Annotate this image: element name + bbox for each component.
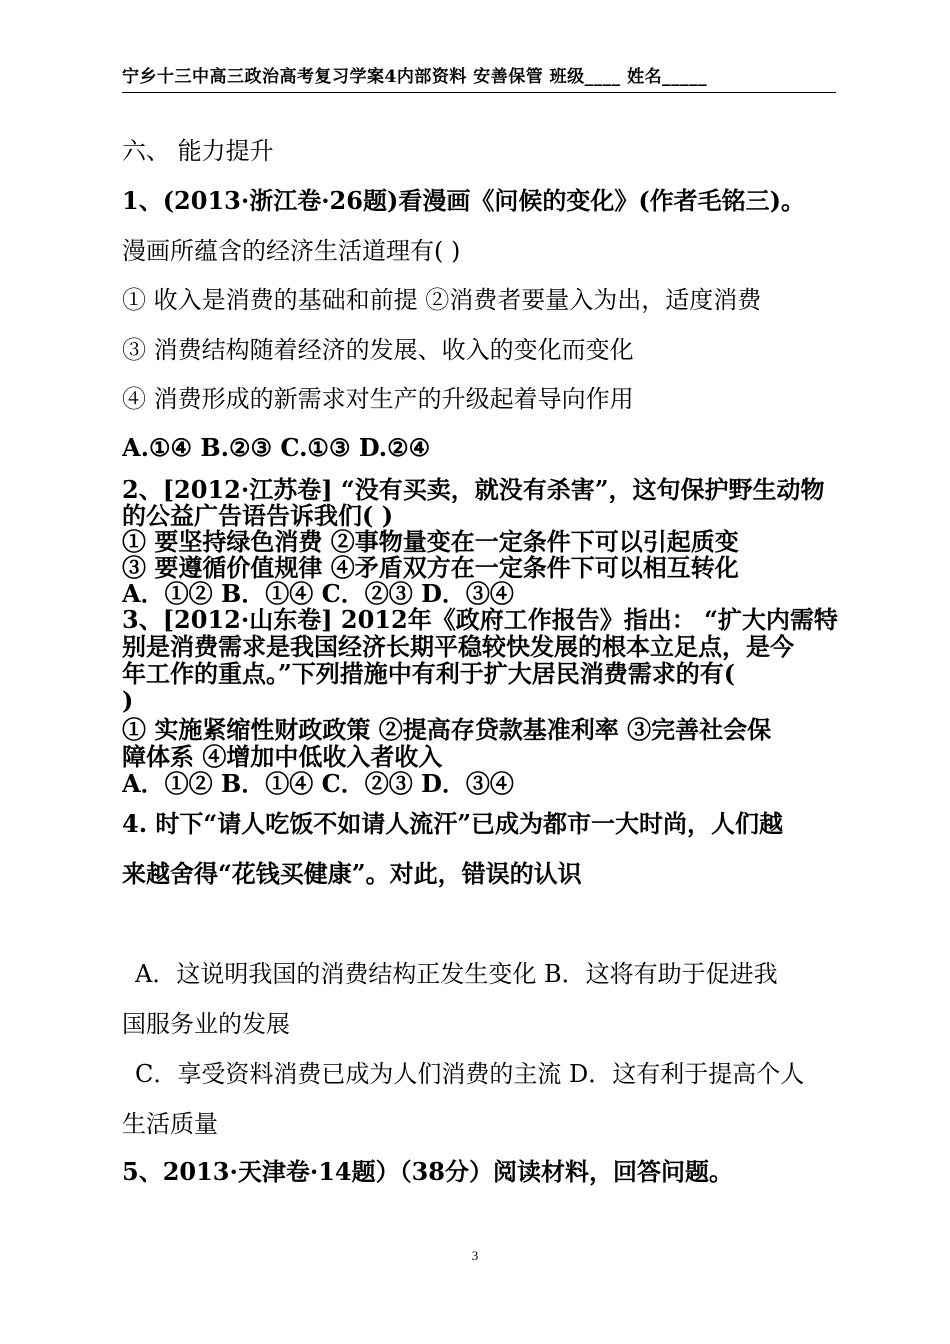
- q2-line4: ③ 要遵循价值规律 ④矛盾双方在一定条件下可以相互转化: [122, 555, 739, 581]
- page-header: 宁乡十三中高三政治高考复习学案4内部资料 安善保管 班级____ 姓名_____: [122, 64, 836, 93]
- q1-option-3: ③ 消费结构随着经济的发展、收入的变化而变化: [122, 336, 634, 364]
- q1-answers: A.①④ B.②③ C.①③ D.②④: [122, 433, 431, 462]
- q2-line3: ① 要坚持绿色消费 ②事物量变在一定条件下可以引起质变: [122, 529, 739, 555]
- q3-line3: 年工作的重点。”下列措施中有利于扩大居民消费需求的有(: [122, 661, 736, 687]
- q4-options-ab-line2: 国服务业的发展: [122, 1010, 290, 1038]
- q2-line1: 2、[2012·江苏卷] “没有买卖，就没有杀害”，这句保护野生动物: [122, 477, 825, 503]
- q5-line1: 5、2013·天津卷·14题）（38分）阅读材料，回答问题。: [122, 1157, 734, 1186]
- q3-line5: ① 实施紧缩性财政政策 ②提高存贷款基准利率 ③完善社会保: [122, 717, 772, 743]
- q3-answers: A．①② B．①④ C．②③ D．③④: [122, 771, 514, 797]
- q1-option-4: ④ 消费形成的新需求对生产的升级起着导向作用: [122, 385, 634, 413]
- q2-answers: A．①② B．①④ C．②③ D．③④: [122, 581, 514, 607]
- q4-line1: 4. 时下“请人吃饭不如请人流汗”已成为都市一大时尚，人们越: [122, 809, 784, 838]
- q2-line2: 的公益广告语告诉我们( ): [122, 503, 394, 529]
- q4-options-ab-line1: A．这说明我国的消费结构正发生变化 B．这将有助于促进我: [135, 960, 778, 988]
- q4-options-cd-line1: C．享受资料消费已成为人们消费的主流 D．这有利于提高个人: [135, 1060, 805, 1088]
- section-title: 六、 能力提升: [122, 137, 274, 165]
- q1-option-1-2: ① 收入是消费的基础和前提 ②消费者要量入为出，适度消费: [122, 286, 762, 314]
- q3-line6: 障体系 ④增加中低收入者收入: [122, 744, 443, 770]
- q3-line2: 别是消费需求是我国经济长期平稳较快发展的根本立足点，是今: [122, 634, 794, 660]
- q3-line4: ): [122, 688, 134, 714]
- q4-line2: 来越舍得“花钱买健康”。对此，错误的认识: [122, 859, 582, 888]
- page-number: 3: [471, 1248, 479, 1263]
- q4-options-cd-line2: 生活质量: [122, 1110, 218, 1138]
- q3-line1: 3、[2012·山东卷] 2012年《政府工作报告》指出： “扩大内需特: [122, 607, 838, 633]
- q1-stem-line1: 1、(2013·浙江卷·26题)看漫画《问候的变化》(作者毛铭三)。: [122, 186, 806, 215]
- q1-stem-line2: 漫画所蕴含的经济生活道理有( ): [122, 237, 461, 265]
